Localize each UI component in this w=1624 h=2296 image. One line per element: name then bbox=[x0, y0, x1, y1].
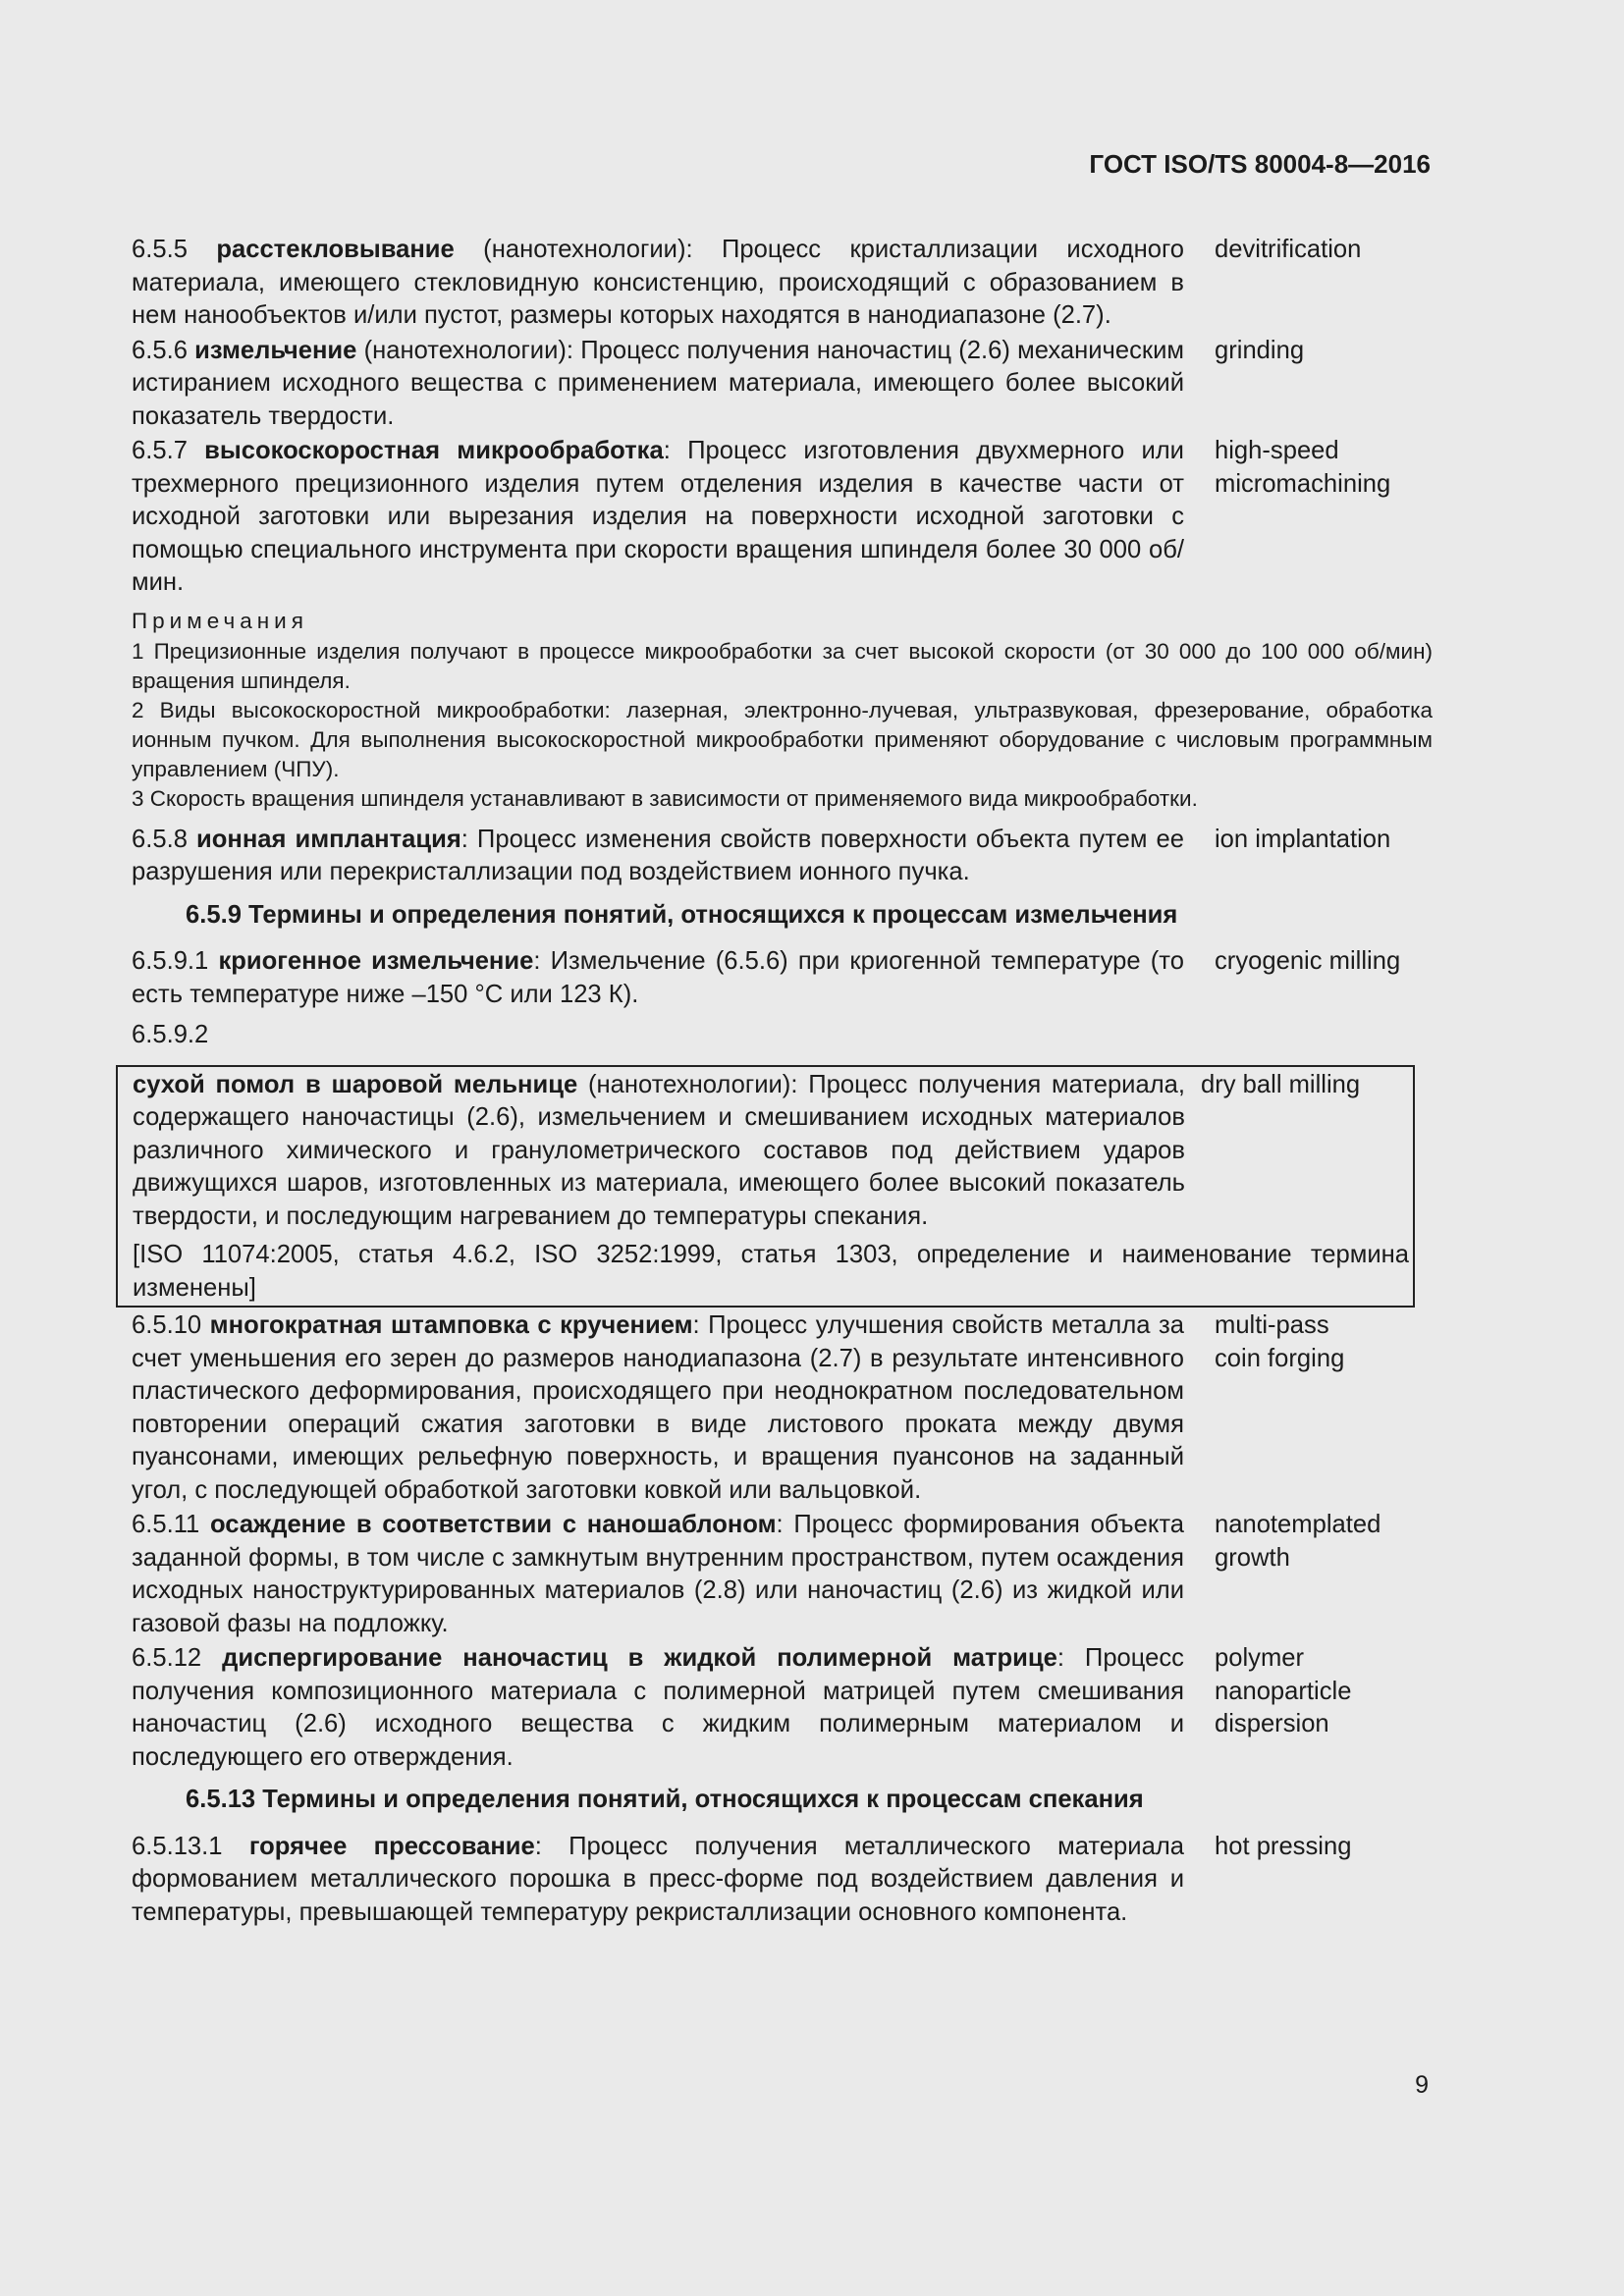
term-name: осаждение в соответствии с наношаблоном bbox=[209, 1511, 777, 1538]
term-name: сухой помол в шаровой мельнице bbox=[133, 1070, 578, 1098]
term-entry-6-5-11 bbox=[132, 1509, 1433, 1640]
term-english: ion implantation bbox=[1215, 825, 1391, 853]
term-entry-6-5-8 bbox=[132, 824, 1433, 889]
term-name: расстекловывание bbox=[216, 236, 455, 263]
term-english: devitrification bbox=[1215, 236, 1362, 263]
term-definition bbox=[132, 435, 1184, 600]
term-description: : Процесс формирования объекта заданной формы, в том числе с замкнутым внутренним пространством, путем осаждения исходных наноструктурированных материалов (2.8) или наночастиц (2.6) из жидкой или газовой фазы на подложку. bbox=[132, 1511, 1184, 1637]
term-name: диспергирование наночастиц в жидкой полимерной матрице bbox=[222, 1644, 1057, 1672]
term-number: 6.5.11 bbox=[132, 1511, 200, 1538]
term-entry-6-5-6 bbox=[132, 335, 1433, 434]
term-number: 6.5.10 bbox=[132, 1311, 202, 1339]
term-english: high-speed micromachining bbox=[1215, 437, 1391, 498]
term-description: (нанотехнологии): Процесс кристаллизации исходного материала, имеющего стекловидную консистенцию, происходящий с образованием в нем нанообъектов и/или пустот, размеры которых находятся в нанодиапазоне (2.7). bbox=[132, 236, 1184, 329]
term-definition bbox=[132, 1831, 1184, 1930]
term-entry-6-5-9-1 bbox=[132, 945, 1433, 1011]
term-english: polymer nanoparticle dispersion bbox=[1215, 1644, 1352, 1737]
term-definition bbox=[132, 1509, 1184, 1640]
term-description: : Процесс получения композиционного материала с полимерной матрицей путем смешивания наночастиц (2.6) исходного вещества с жидким полимерным материалом и последующего его отверждения. bbox=[132, 1644, 1184, 1771]
term-entry-6-5-13-1 bbox=[132, 1831, 1433, 1930]
term-english: multi-pass coin forging bbox=[1215, 1311, 1345, 1372]
term-name: ионная имплантация bbox=[196, 825, 461, 853]
source-reference: [ISO 11074:2005, статья 4.6.2, ISO 3252:1999, статья 1303, определение и наименование термина изменены] bbox=[133, 1241, 1409, 1302]
term-name: многократная штамповка с кручением bbox=[209, 1311, 693, 1339]
modified-term-box bbox=[116, 1065, 1415, 1308]
term-english: hot pressing bbox=[1215, 1832, 1352, 1860]
term-description: (нанотехнологии): Процесс получения наночастиц (2.6) механическим истиранием исходного вещества с применением материала, имеющего более высокий показатель твердости. bbox=[132, 336, 1184, 430]
term-number: 6.5.5 bbox=[132, 236, 188, 263]
notes-block bbox=[132, 607, 1433, 814]
term-definition bbox=[133, 1069, 1185, 1234]
term-english: dry ball milling bbox=[1201, 1070, 1361, 1098]
term-definition bbox=[132, 945, 1184, 1011]
note-3: 3 Скорость вращения шпинделя устанавливают в зависимости от применяемого вида микрообработки. bbox=[132, 785, 1198, 811]
term-description: : Процесс изготовления двухмерного или трехмерного прецизионного изделия путем отделения изделия в качестве части от исходной заготовки или вырезания изделия на поверхности исходной заготовки с помощью специального инструмента при скорости вращения шпинделя более 30 000 об/мин. bbox=[132, 437, 1184, 596]
term-description: : Процесс получения металлического материала формованием металлического порошка в пресс-форме под воздействием давления и температуры, превышающей температуру рекристаллизации основного компонента. bbox=[132, 1832, 1184, 1926]
term-english: grinding bbox=[1215, 336, 1305, 364]
note-1: 1 Прецизионные изделия получают в процессе микрообработки за счет высокой скорости (от 30 000 до 100 000 об/мин) вращения шпинделя. bbox=[132, 638, 1433, 693]
term-number: 6.5.6 bbox=[132, 336, 188, 364]
term-number: 6.5.8 bbox=[132, 825, 188, 853]
term-english: cryogenic milling bbox=[1215, 947, 1401, 975]
document-code-header: ГОСТ ISO/TS 80004-8—2016 bbox=[1089, 149, 1431, 179]
term-description: : Процесс улучшения свойств металла за счет уменьшения его зерен до размеров нанодиапазона (2.7) в результате интенсивного пластического деформирования, происходящего при неоднократном последовательном повторении операций сжатия заготовки в виде листового проката между двумя пуансонами, имеющих рельефную поверхность, и вращения пуансонов на заданный угол, с последующей обработкой заготовки ковкой или вальцовкой. bbox=[132, 1311, 1184, 1504]
term-definition bbox=[132, 824, 1184, 889]
term-name: горячее прессование bbox=[248, 1832, 535, 1860]
note-2: 2 Виды высокоскоростной микрообработки: лазерная, электронно-лучевая, ультразвуковая, фрезерование, обработка ионным пучком. Для выполнения высокоскоростной микрообработки применяют оборудование с числовым программным управлением (ЧПУ). bbox=[132, 697, 1433, 781]
term-entry-6-5-10 bbox=[132, 1309, 1433, 1507]
term-number: 6.5.12 bbox=[132, 1644, 202, 1672]
term-name: криогенное измельчение bbox=[218, 947, 534, 975]
page-number: 9 bbox=[1415, 2071, 1429, 2099]
term-english: nanotemplated growth bbox=[1215, 1511, 1381, 1572]
term-name: высокоскоростная микрообработка bbox=[204, 437, 664, 464]
document-body bbox=[132, 234, 1433, 1929]
term-definition bbox=[132, 335, 1184, 434]
term-definition bbox=[132, 1309, 1184, 1507]
term-definition bbox=[132, 234, 1184, 333]
term-entry-6-5-9-2 bbox=[133, 1069, 1419, 1234]
term-description: (нанотехнологии): Процесс получения материала, содержащего наночастицы (2.6), измельчением и смешиванием исходных материалов различного химического и гранулометрического составов под действием ударов движущихся шаров, изготовленных из материала, имеющего более высокий показатель твердости, и последующим нагреванием до температуры спекания. bbox=[133, 1070, 1185, 1230]
term-entry-6-5-5 bbox=[132, 234, 1433, 333]
term-number: 6.5.9.1 bbox=[132, 947, 209, 975]
section-heading-6-5-13: 6.5.13 Термины и определения понятий, относящихся к процессам спекания bbox=[186, 1786, 1144, 1813]
term-definition bbox=[132, 1642, 1184, 1774]
notes-title: Примечания bbox=[132, 608, 308, 633]
term-number-6-5-9-2: 6.5.9.2 bbox=[132, 1021, 209, 1048]
term-description: : Измельчение (6.5.6) при криогенной температуре (то есть температуре ниже –150 °С или 123 К). bbox=[132, 947, 1184, 1008]
term-entry-6-5-7 bbox=[132, 435, 1433, 600]
term-name: измельчение bbox=[194, 336, 357, 364]
section-heading-6-5-9: 6.5.9 Термины и определения понятий, относящихся к процессам измельчения bbox=[186, 900, 1178, 929]
term-description: : Процесс изменения свойств поверхности объекта путем ее разрушения или перекристаллизации под воздействием ионного пучка. bbox=[132, 825, 1184, 885]
term-number: 6.5.13.1 bbox=[132, 1832, 223, 1860]
term-number: 6.5.7 bbox=[132, 437, 188, 464]
term-entry-6-5-12 bbox=[132, 1642, 1433, 1774]
